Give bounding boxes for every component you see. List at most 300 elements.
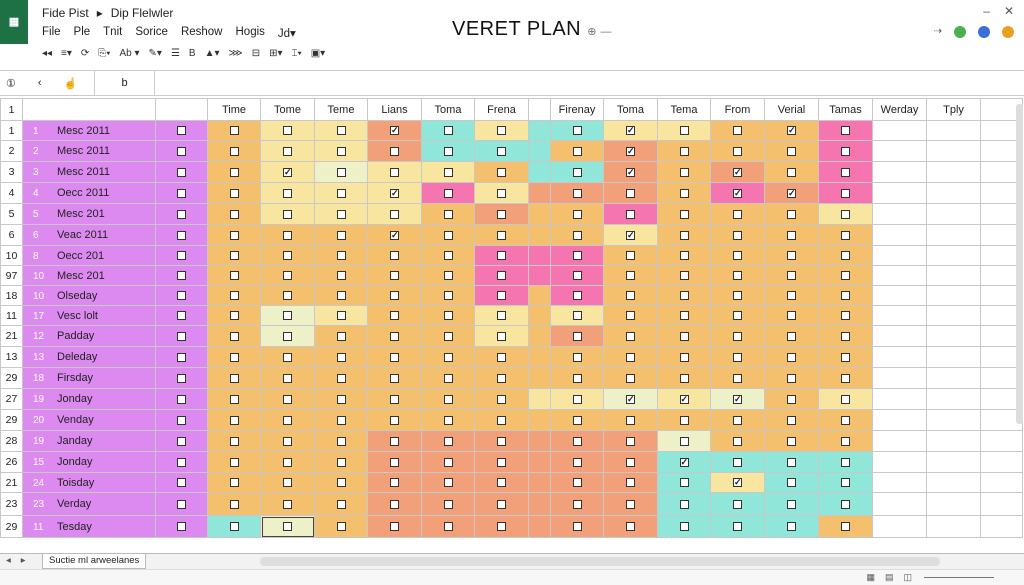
schedule-cell[interactable] [208,368,261,389]
checkbox[interactable] [283,437,292,446]
schedule-cell[interactable] [711,266,765,286]
schedule-cell[interactable] [368,368,422,389]
schedule-cell[interactable] [551,389,604,410]
empty-cell[interactable] [873,326,927,347]
schedule-cell[interactable] [261,473,315,493]
list-icon[interactable]: ☰ [170,48,180,59]
checkbox[interactable] [680,522,689,531]
schedule-cell[interactable] [208,121,261,141]
schedule-cell[interactable] [261,246,315,266]
schedule-cell[interactable] [315,431,368,452]
checkbox[interactable] [390,271,399,280]
menu-hogis[interactable]: Hogis [235,26,265,38]
empty-cell[interactable] [873,306,927,326]
checkbox[interactable] [283,126,292,135]
schedule-cell[interactable] [368,266,422,286]
checkbox[interactable] [733,311,742,320]
empty-cell[interactable] [873,431,927,452]
sheet-next-icon[interactable]: ▸ [20,555,26,566]
schedule-cell[interactable] [208,225,261,246]
schedule-cell[interactable] [315,162,368,183]
schedule-cell[interactable] [604,452,658,473]
schedule-cell[interactable] [765,204,819,225]
checkbox[interactable] [497,189,506,198]
column-header[interactable]: Toma [604,99,658,121]
checkbox[interactable] [177,437,186,446]
checkbox-cell[interactable] [156,183,208,204]
schedule-cell[interactable] [261,452,315,473]
checkbox[interactable] [230,271,239,280]
checkbox[interactable] [680,374,689,383]
vertical-scrollbar[interactable] [1016,104,1023,424]
schedule-cell[interactable] [529,141,551,162]
schedule-cell[interactable] [475,516,529,538]
column-header[interactable]: Lians [368,99,422,121]
checkbox[interactable] [337,332,346,341]
checkbox[interactable] [680,353,689,362]
empty-cell[interactable] [981,452,1023,473]
checkbox[interactable] [337,311,346,320]
checkbox[interactable] [230,126,239,135]
schedule-cell[interactable] [658,266,711,286]
checkbox[interactable] [337,416,346,425]
checkbox[interactable] [177,189,186,198]
column-header[interactable]: Tamas [819,99,873,121]
empty-cell[interactable] [981,493,1023,516]
checkbox[interactable] [497,458,506,467]
checkbox[interactable] [337,210,346,219]
checkbox[interactable] [841,168,850,177]
checkbox[interactable] [390,500,399,509]
empty-cell[interactable] [927,410,981,431]
checkbox[interactable] [283,147,292,156]
schedule-cell[interactable] [658,493,711,516]
column-header[interactable]: Tply [927,99,981,121]
schedule-cell[interactable] [819,368,873,389]
row-header[interactable]: 5 [1,204,23,225]
schedule-cell[interactable] [658,286,711,306]
checkbox[interactable] [444,478,453,487]
valign-icon[interactable]: ⊞▾ [269,48,283,59]
checkbox[interactable] [390,416,399,425]
empty-cell[interactable] [927,183,981,204]
schedule-cell[interactable] [551,473,604,493]
schedule-cell[interactable] [368,286,422,306]
column-header[interactable]: Tome [261,99,315,121]
column-header[interactable]: Werday [873,99,927,121]
checked-checkbox[interactable]: ✓ [680,456,689,467]
checkbox[interactable] [733,251,742,260]
schedule-cell[interactable] [711,473,765,493]
checkbox[interactable] [733,210,742,219]
checkbox[interactable] [337,291,346,300]
schedule-cell[interactable] [315,516,368,538]
checkbox[interactable] [177,416,186,425]
schedule-cell[interactable] [819,246,873,266]
schedule-cell[interactable] [315,410,368,431]
schedule-cell[interactable] [551,452,604,473]
checkbox[interactable] [283,500,292,509]
checkbox[interactable] [733,147,742,156]
row-header[interactable]: 29 [1,368,23,389]
schedule-cell[interactable] [819,410,873,431]
schedule-cell[interactable] [711,389,765,410]
schedule-cell[interactable] [422,183,475,204]
schedule-cell[interactable] [529,225,551,246]
schedule-cell[interactable] [604,225,658,246]
checkbox[interactable] [390,478,399,487]
back-icon[interactable]: ‹ [37,77,42,89]
checkbox[interactable] [444,416,453,425]
schedule-cell[interactable] [711,368,765,389]
schedule-cell[interactable] [658,141,711,162]
schedule-cell[interactable] [765,410,819,431]
bold-icon[interactable]: B [188,48,196,59]
checkbox[interactable] [841,126,850,135]
schedule-cell[interactable] [315,183,368,204]
schedule-cell[interactable] [551,246,604,266]
checkbox[interactable] [177,458,186,467]
schedule-cell[interactable] [208,473,261,493]
checkbox[interactable] [841,231,850,240]
schedule-cell[interactable] [368,452,422,473]
schedule-cell[interactable] [315,389,368,410]
schedule-cell[interactable] [711,246,765,266]
checkbox[interactable] [733,416,742,425]
schedule-cell[interactable] [551,204,604,225]
schedule-cell[interactable] [551,286,604,306]
schedule-cell[interactable] [551,266,604,286]
schedule-cell[interactable] [368,225,422,246]
empty-cell[interactable] [873,246,927,266]
schedule-cell[interactable] [551,410,604,431]
schedule-cell[interactable] [422,516,475,538]
checkbox[interactable] [841,251,850,260]
checkbox[interactable] [177,353,186,362]
checkbox[interactable] [787,374,796,383]
schedule-cell[interactable] [604,183,658,204]
schedule-cell[interactable] [315,286,368,306]
checkbox[interactable] [177,147,186,156]
checkbox[interactable] [444,291,453,300]
schedule-cell[interactable] [475,306,529,326]
schedule-cell[interactable] [765,306,819,326]
checkbox[interactable] [573,522,582,531]
checkbox[interactable] [390,522,399,531]
schedule-cell[interactable] [208,493,261,516]
checkbox[interactable] [733,500,742,509]
schedule-cell[interactable] [711,516,765,538]
checkbox[interactable] [177,271,186,280]
schedule-cell[interactable] [711,286,765,306]
empty-cell[interactable] [981,516,1023,538]
checkbox[interactable] [787,500,796,509]
checkbox[interactable] [573,291,582,300]
menu-tnit[interactable]: Tnit [103,26,123,38]
checkbox[interactable] [626,458,635,467]
schedule-cell[interactable] [261,306,315,326]
checked-checkbox[interactable]: ✓ [627,145,635,156]
row-header[interactable]: 18 [1,286,23,306]
checkbox[interactable] [680,126,689,135]
checkbox[interactable] [787,231,796,240]
schedule-cell[interactable] [765,286,819,306]
menu-file[interactable]: File [42,26,61,38]
schedule-cell[interactable] [658,431,711,452]
browser-icon[interactable] [1002,26,1014,38]
apps-icon[interactable] [954,26,966,38]
schedule-cell[interactable] [422,326,475,347]
schedule-cell[interactable] [315,473,368,493]
checkbox[interactable] [573,353,582,362]
schedule-cell[interactable] [658,326,711,347]
checkbox[interactable] [283,478,292,487]
schedule-cell[interactable] [604,141,658,162]
checkbox[interactable] [390,332,399,341]
task-name-cell[interactable] [23,410,156,431]
schedule-cell[interactable] [208,183,261,204]
empty-cell[interactable] [873,141,927,162]
checkbox[interactable] [573,147,582,156]
schedule-cell[interactable] [261,516,315,538]
schedule-cell[interactable] [711,225,765,246]
schedule-cell[interactable] [422,204,475,225]
checkbox[interactable] [841,271,850,280]
schedule-cell[interactable] [529,347,551,368]
checkbox-cell[interactable] [156,225,208,246]
schedule-cell[interactable] [208,162,261,183]
checkbox[interactable] [444,458,453,467]
column-header[interactable]: From [711,99,765,121]
checkbox[interactable] [841,374,850,383]
schedule-cell[interactable] [658,225,711,246]
column-header[interactable] [156,99,208,121]
schedule-cell[interactable] [475,183,529,204]
column-header[interactable]: Teme [315,99,368,121]
checkbox-cell[interactable] [156,326,208,347]
schedule-cell[interactable] [819,286,873,306]
schedule-cell[interactable] [529,266,551,286]
checkbox[interactable] [444,395,453,404]
row-header[interactable]: 23 [1,493,23,516]
column-header[interactable]: Toma [422,99,475,121]
schedule-cell[interactable] [765,326,819,347]
history-icon[interactable]: ⟳ [80,48,90,59]
schedule-cell[interactable] [529,121,551,141]
checkbox-cell[interactable] [156,121,208,141]
schedule-cell[interactable] [711,162,765,183]
schedule-cell[interactable] [208,410,261,431]
schedule-cell[interactable] [368,204,422,225]
schedule-cell[interactable] [529,162,551,183]
schedule-cell[interactable] [658,306,711,326]
checkbox[interactable] [230,332,239,341]
menu-jd[interactable]: Jd▾ [277,28,296,40]
checkbox[interactable] [177,478,186,487]
schedule-cell[interactable] [315,306,368,326]
schedule-cell[interactable] [261,225,315,246]
task-name-cell[interactable] [23,204,156,225]
checkbox[interactable] [177,395,186,404]
checkbox[interactable] [444,271,453,280]
merge-icon[interactable]: ⋙ [228,48,243,59]
schedule-cell[interactable] [819,121,873,141]
checkbox[interactable] [230,291,239,300]
chat-icon[interactable] [978,26,990,38]
schedule-cell[interactable] [315,141,368,162]
schedule-cell[interactable] [819,162,873,183]
task-name-cell[interactable] [23,389,156,410]
checkbox[interactable] [497,332,506,341]
checkbox[interactable] [283,332,292,341]
checkbox[interactable] [497,251,506,260]
column-header[interactable]: Verial [765,99,819,121]
schedule-cell[interactable] [711,141,765,162]
task-name-cell[interactable] [23,326,156,347]
checkbox[interactable] [841,416,850,425]
schedule-cell[interactable] [261,347,315,368]
schedule-cell[interactable] [765,225,819,246]
schedule-cell[interactable] [261,493,315,516]
task-name-cell[interactable] [23,183,156,204]
schedule-cell[interactable] [208,266,261,286]
checkbox[interactable] [787,458,796,467]
schedule-cell[interactable] [315,368,368,389]
schedule-cell[interactable] [819,516,873,538]
schedule-cell[interactable] [658,246,711,266]
schedule-cell[interactable] [658,389,711,410]
schedule-cell[interactable] [261,389,315,410]
checkbox[interactable] [283,210,292,219]
checkbox[interactable] [573,458,582,467]
checkbox[interactable] [390,147,399,156]
schedule-cell[interactable] [368,516,422,538]
border-icon[interactable]: ▣▾ [310,48,326,59]
schedule-cell[interactable] [604,121,658,141]
schedule-cell[interactable] [551,141,604,162]
checkbox[interactable] [283,374,292,383]
checkbox[interactable] [444,374,453,383]
schedule-cell[interactable] [711,347,765,368]
schedule-cell[interactable] [819,389,873,410]
checkbox[interactable] [626,478,635,487]
checkbox[interactable] [230,416,239,425]
checkbox[interactable] [680,147,689,156]
schedule-cell[interactable] [315,246,368,266]
checkbox[interactable] [283,251,292,260]
checkbox[interactable] [337,168,346,177]
checkbox[interactable] [626,522,635,531]
schedule-cell[interactable] [551,326,604,347]
checkbox[interactable] [841,395,850,404]
schedule-cell[interactable] [765,121,819,141]
menu-ple[interactable]: Ple [73,26,91,38]
task-name-cell[interactable] [23,493,156,516]
checkbox[interactable] [787,147,796,156]
checkbox[interactable] [573,251,582,260]
checkbox[interactable] [841,147,850,156]
checkbox-cell[interactable] [156,368,208,389]
empty-cell[interactable] [873,266,927,286]
checkbox[interactable] [626,353,635,362]
checkbox-cell[interactable] [156,516,208,538]
checkbox[interactable] [573,168,582,177]
checkbox[interactable] [787,395,796,404]
schedule-cell[interactable] [819,141,873,162]
task-name-cell[interactable] [23,162,156,183]
task-name-cell[interactable] [23,473,156,493]
checkbox[interactable] [230,374,239,383]
minimize-icon[interactable]: – [983,4,990,18]
column-header[interactable] [529,99,551,121]
checkbox[interactable] [497,271,506,280]
empty-cell[interactable] [873,368,927,389]
empty-cell[interactable] [927,368,981,389]
empty-cell[interactable] [927,452,981,473]
checkbox[interactable] [680,332,689,341]
empty-cell[interactable] [873,516,927,538]
schedule-cell[interactable] [551,431,604,452]
checkbox-cell[interactable] [156,431,208,452]
checkbox[interactable] [230,311,239,320]
task-name-cell[interactable] [23,516,156,538]
checkbox[interactable] [444,332,453,341]
checked-checkbox[interactable]: ✓ [734,477,742,488]
schedule-cell[interactable] [711,121,765,141]
row-header[interactable]: 13 [1,347,23,368]
checkbox[interactable] [497,168,506,177]
row-header[interactable]: 1 [1,99,23,121]
schedule-cell[interactable] [604,516,658,538]
empty-cell[interactable] [873,225,927,246]
schedule-cell[interactable] [658,368,711,389]
checkbox[interactable] [230,478,239,487]
schedule-cell[interactable] [658,183,711,204]
checkbox[interactable] [626,210,635,219]
checkbox[interactable] [626,189,635,198]
empty-cell[interactable] [873,286,927,306]
schedule-cell[interactable] [819,183,873,204]
schedule-cell[interactable] [475,246,529,266]
checkbox[interactable] [230,437,239,446]
schedule-cell[interactable] [658,121,711,141]
schedule-cell[interactable] [529,452,551,473]
schedule-cell[interactable] [604,246,658,266]
schedule-cell[interactable] [604,389,658,410]
schedule-cell[interactable] [529,368,551,389]
empty-cell[interactable] [927,121,981,141]
checkbox-cell[interactable] [156,204,208,225]
schedule-cell[interactable] [475,431,529,452]
schedule-cell[interactable] [819,326,873,347]
checkbox[interactable] [680,168,689,177]
menu-reshow[interactable]: Reshow [180,26,223,38]
column-header[interactable] [23,99,156,121]
sheet-tab[interactable]: Suctie ml arweelanes [42,554,146,569]
schedule-cell[interactable] [604,286,658,306]
checkbox[interactable] [337,374,346,383]
schedule-cell[interactable] [551,225,604,246]
checkbox[interactable] [444,168,453,177]
checked-checkbox[interactable]: ✓ [788,187,796,198]
checkbox[interactable] [444,353,453,362]
schedule-cell[interactable] [658,452,711,473]
row-header[interactable]: 2 [1,141,23,162]
schedule-cell[interactable] [261,162,315,183]
zoom-slider[interactable] [924,577,994,578]
schedule-cell[interactable] [711,410,765,431]
pen-icon[interactable]: ✎▾ [148,48,162,59]
